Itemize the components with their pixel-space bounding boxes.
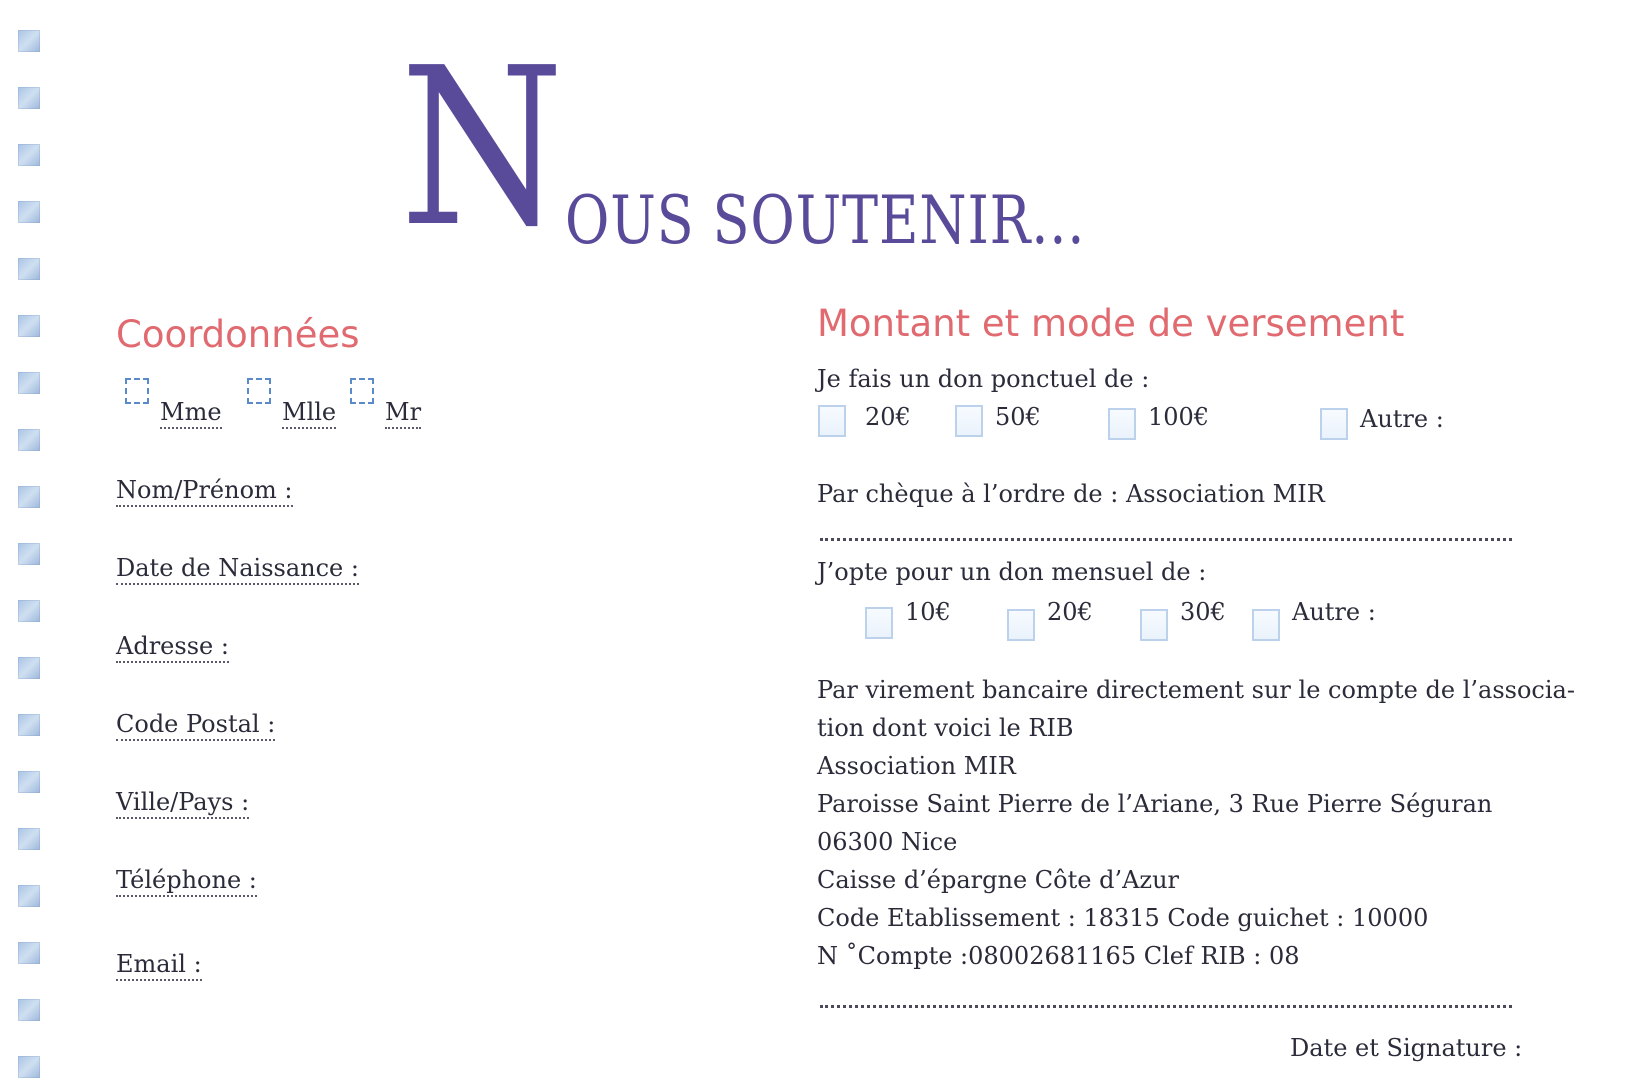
checkbox-mlle[interactable] [247, 378, 271, 404]
virement-line-2: tion dont voici le RIB [817, 714, 1074, 742]
field-label: Code Postal : [116, 710, 275, 741]
checkbox-ponctuel-100[interactable] [1108, 408, 1136, 440]
field-label: Téléphone : [116, 866, 257, 897]
virement-line-5: 06300 Nice [817, 828, 958, 856]
checkbox-mme[interactable] [125, 378, 149, 404]
versement-heading: Montant et mode de versement [817, 302, 1405, 345]
civility-label-mr: Mr [385, 398, 421, 429]
decorative-square [18, 201, 40, 223]
cheque-text: Par chèque à l’ordre de : Association MIR [817, 480, 1325, 508]
field-label: Nom/Prénom : [116, 476, 293, 507]
field-label: Date de Naissance : [116, 554, 359, 585]
option-mensuel-autre: Autre : [1292, 598, 1376, 626]
field-email[interactable] [116, 950, 202, 978]
decorative-square [18, 714, 40, 736]
title-initial: N [400, 22, 561, 275]
virement-line-3: Association MIR [817, 752, 1016, 780]
title-rest: OUS SOUTENIR... [565, 182, 1086, 259]
virement-line-7: Code Etablissement : 18315 Code guichet : 10000 [817, 904, 1429, 932]
decorative-square [18, 543, 40, 565]
decorative-square [18, 999, 40, 1021]
mensuel-label: J’opte pour un don mensuel de : [817, 558, 1207, 586]
decorative-square [18, 942, 40, 964]
checkbox-mensuel-10[interactable] [865, 607, 893, 639]
ponctuel-label: Je fais un don ponctuel de : [817, 365, 1150, 393]
option-mensuel-30: 30€ [1180, 598, 1226, 626]
civility-label-mme: Mme [160, 398, 222, 429]
decorative-square [18, 885, 40, 907]
coordonnees-heading: Coordonnées [116, 313, 360, 356]
page-title [400, 22, 1200, 275]
field-telephone[interactable] [116, 866, 257, 894]
checkbox-ponctuel-20[interactable] [818, 405, 846, 437]
option-ponctuel-autre: Autre : [1360, 405, 1444, 433]
virement-line-8: N ˚Compte :08002681165 Clef RIB : 08 [817, 942, 1300, 970]
virement-line-4: Paroisse Saint Pierre de l’Ariane, 3 Rue Pierre Séguran [817, 790, 1493, 818]
dotted-divider [820, 1005, 1512, 1008]
checkbox-ponctuel-50[interactable] [955, 405, 983, 437]
checkbox-mensuel-20[interactable] [1007, 609, 1035, 641]
field-adresse[interactable] [116, 632, 229, 660]
field-label: Email : [116, 950, 202, 981]
decorative-square [18, 30, 40, 52]
decorative-square [18, 1056, 40, 1078]
checkbox-mensuel-30[interactable] [1140, 609, 1168, 641]
field-ville-pays[interactable] [116, 788, 249, 816]
decorative-square [18, 315, 40, 337]
checkbox-ponctuel-autre[interactable] [1320, 408, 1348, 440]
decorative-square [18, 600, 40, 622]
side-decoration-strip [18, 30, 42, 1072]
field-code-postal[interactable] [116, 710, 275, 738]
decorative-square [18, 429, 40, 451]
option-mensuel-10: 10€ [905, 598, 951, 626]
decorative-square [18, 486, 40, 508]
field-nom-prenom[interactable] [116, 476, 293, 504]
decorative-square [18, 144, 40, 166]
dotted-divider [820, 538, 1512, 541]
checkbox-mensuel-autre[interactable] [1252, 609, 1280, 641]
decorative-square [18, 372, 40, 394]
field-label: Ville/Pays : [116, 788, 249, 819]
field-date-naissance[interactable] [116, 554, 359, 582]
option-ponctuel-20: 20€ [865, 403, 911, 431]
virement-line-6: Caisse d’épargne Côte d’Azur [817, 866, 1179, 894]
civility-label-mlle: Mlle [282, 398, 336, 429]
option-ponctuel-50: 50€ [995, 403, 1041, 431]
decorative-square [18, 87, 40, 109]
decorative-square [18, 771, 40, 793]
option-ponctuel-100: 100€ [1148, 403, 1210, 431]
decorative-square [18, 657, 40, 679]
virement-line-1: Par virement bancaire directement sur le compte de l’associa- [817, 676, 1575, 704]
checkbox-mr[interactable] [350, 378, 374, 404]
decorative-square [18, 828, 40, 850]
decorative-square [18, 258, 40, 280]
option-mensuel-20: 20€ [1047, 598, 1093, 626]
signature-label[interactable]: Date et Signature : [1290, 1034, 1523, 1062]
field-label: Adresse : [116, 632, 229, 663]
